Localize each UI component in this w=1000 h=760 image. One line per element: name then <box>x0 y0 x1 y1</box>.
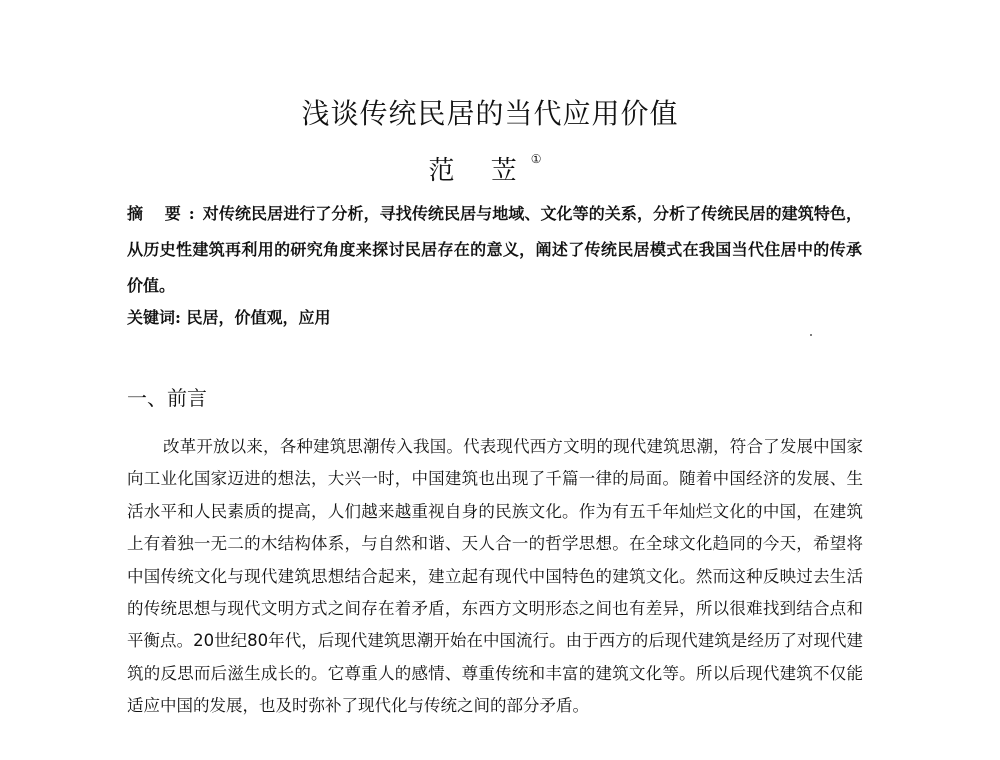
keywords-text: 民居，价值观，应用 <box>186 308 331 327</box>
abstract-text: 对传统民居进行了分析，寻找传统民居与地域、文化等的关系，分析了传统民居的建筑特色，从历史性建筑再利用的研究角度来探讨民居存在的意义，阐述了传统民居模式在我国当代住居中的传承价值。 <box>127 204 862 295</box>
scan-speck <box>810 334 812 336</box>
section-heading: 一、前言 <box>127 386 207 410</box>
body-paragraph: 改革开放以来，各种建筑思潮传入我国。代表现代西方文明的现代建筑思潮，符合了发展中国家向工业化国家迈进的想法，大兴一时，中国建筑也出现了千篇一律的局面。随着中国经济的发展、生活水平和人民素质的提高，人们越来越重视自身的民族文化。作为有五千年灿烂文化的中国，在建筑上有着独一无二的木结构体系，与自然和谐、天人合一的哲学思想。在全球文化趋同的今天，希望将中国传统文化与现代建筑思想结合起来，建立起有现代中国特色的建筑文化。然而这种反映过去生活的传统思想与现代文明方式之间存在着矛盾，东西方文明形态之间也有差异，所以很难找到结合点和平衡点。20世纪80年代，后现代建筑思潮开始在中国流行。由于西方的后现代建筑是经历了对现代建筑的反思而后滋生成长的。它尊重人的感情、尊重传统和丰富的建筑文化等。所以后现代建筑不仅能适应中国的发展，也及时弥补了现代化与传统之间的部分矛盾。 <box>127 437 863 716</box>
author-name: 范 苙 <box>428 156 531 186</box>
paper-title: 浅谈传统民居的当代应用价值 <box>301 97 679 130</box>
keywords <box>127 304 862 332</box>
abstract-label: 摘 要: <box>127 204 203 223</box>
abstract <box>127 196 862 304</box>
keywords-label: 关键词: <box>127 308 181 327</box>
author-footnote-mark: ① <box>530 152 542 167</box>
author-line <box>0 150 970 187</box>
